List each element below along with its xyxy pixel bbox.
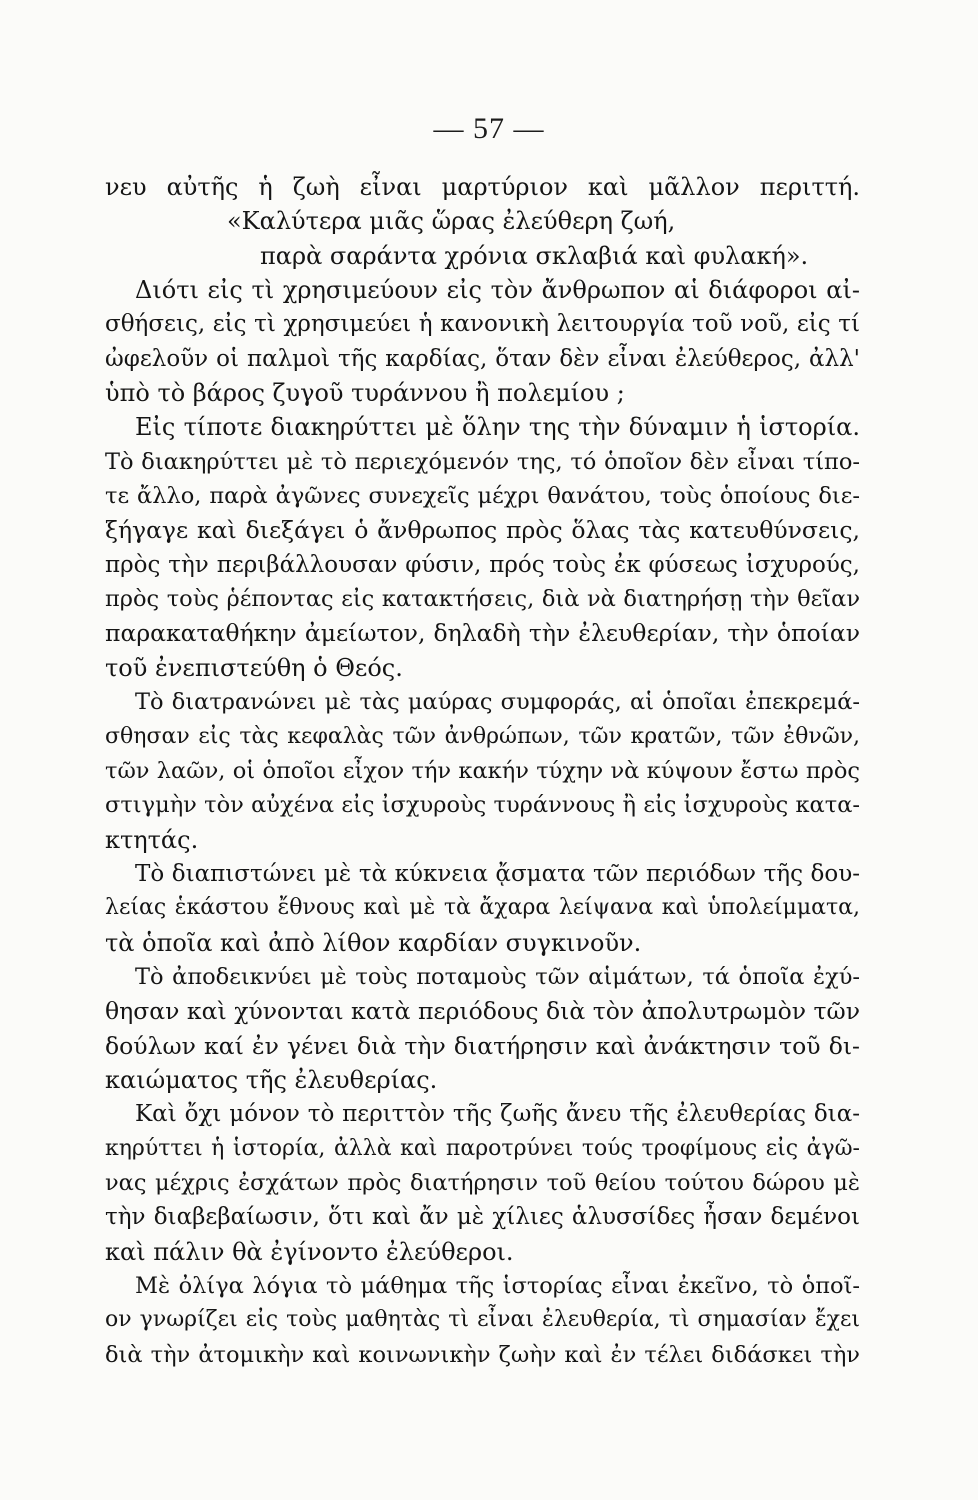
- verse-line: παρὰ σαράντα χρόνια σκλαβιά καὶ φυλακή».: [260, 241, 809, 270]
- text-line: σθησαν εἰς τὰς κεφαλὰς τῶν ἀνθρώπων, τῶν κρατῶν, τῶν ἐθνῶν,: [105, 723, 860, 749]
- text-line: Εἰς τίποτε διακηρύττει μὲ ὅλην της τὴν δύναμιν ἡ ἱστορία.: [135, 413, 860, 442]
- text-line: Τὸ διακηρύττει μὲ τὸ περιεχόμενόν της, τό ὁποῖον δὲν εἶναι τίπο-: [105, 448, 860, 475]
- text-line: καὶ πάλιν θὰ ἐγίνοντο ἐλεύθεροι.: [105, 1237, 514, 1266]
- text-line: Τὸ διαπιστώνει μὲ τὰ κύκνεια ᾄσματα τῶν περιόδων τῆς δου-: [135, 860, 860, 887]
- text-line: ὑπὸ τὸ βάρος ζυγοῦ τυράννου ἢ πολεμίου ;: [105, 379, 625, 408]
- page-number: — 57 —: [433, 112, 545, 145]
- text-line: σθήσεις, εἰς τὶ χρησιμεύει ἡ κανονικὴ λειτουργία τοῦ νοῦ, εἰς τί: [105, 311, 860, 338]
- text-line: πρὸς τοὺς ῥέποντας εἰς κατακτήσεις, διὰ νὰ διατηρήσῃ τὴν θεῖαν: [105, 586, 860, 613]
- text-line: τοῦ ἐνεπιστεύθη ὁ Θεός.: [105, 653, 403, 682]
- text-line: κτητάς.: [105, 825, 199, 854]
- verse-line: «Καλύτερα μιᾶς ὥρας ἐλεύθερη ζωή,: [227, 207, 676, 236]
- text-line: Διότι εἰς τὶ χρησιμεύουν εἰς τὸν ἄνθρωπον αἱ διάφοροι αἰ-: [135, 276, 860, 305]
- text-line: Τὸ διατρανώνει μὲ τὰς μαύρας συμφοράς, αἱ ὁποῖαι ἐπεκρεμά-: [135, 689, 860, 716]
- text-line: δούλων καί ἐν γένει διὰ τὴν διατήρησιν καὶ ἀνάκτησιν τοῦ δι-: [105, 1031, 860, 1060]
- text-line: ξήγαγε καὶ διεξάγει ὁ ἄνθρωπος πρὸς ὅλας τὰς κατευθύνσεις,: [105, 516, 860, 545]
- text-line: λείας ἑκάστου ἔθνους καὶ μὲ τὰ ἄχαρα λείψανα καὶ ὑπολείμματα,: [105, 895, 860, 921]
- text-line: Μὲ ὀλίγα λόγια τὸ μάθημα τῆς ἱστορίας εἶναι ἐκεῖνο, τὸ ὁποῖ-: [135, 1273, 860, 1299]
- text-line: τε ἄλλο, παρὰ ἀγῶνες συνεχεῖς μέχρι θανάτου, τοὺς ὁποίους διε-: [105, 483, 860, 510]
- text-line: διὰ τὴν ἀτομικὴν καὶ κοινωνικὴν ζωὴν καὶ ἐν τέλει διδάσκει τὴν: [105, 1341, 860, 1368]
- text-line: νας μέχρις ἐσχάτων πρὸς διατήρησιν τοῦ θείου τούτου δώρου μὲ: [105, 1169, 860, 1196]
- text-line: καιώματος τῆς ἐλευθερίας.: [105, 1065, 438, 1094]
- text-line: στιγμὴν τὸν αὐχένα εἰς ἰσχυροὺς τυράννους ἢ εἰς ἰσχυροὺς κατα-: [105, 792, 860, 819]
- text-line: θησαν καὶ χύνονται κατὰ περιόδους διὰ τὸν ἀπολυτρωμὸν τῶν: [105, 997, 860, 1026]
- text-line: τὰ ὁποῖα καὶ ἀπὸ λίθον καρδίαν συγκινοῦν.: [105, 928, 642, 957]
- body-text: [105, 170, 860, 1372]
- text-line: Καὶ ὄχι μόνον τὸ περιττὸν τῆς ζωῆς ἄνευ τῆς ἐλευθερίας δια-: [135, 1101, 860, 1128]
- text-line: ὠφελοῦν οἱ παλμοὶ τῆς καρδίας, ὅταν δὲν εἶναι ἐλεύθερος, ἀλλ': [105, 345, 860, 372]
- text-line: τῶν λαῶν, οἱ ὁποῖοι εἶχον τήν κακήν τύχην νὰ κύψουν ἔστω πρὸς: [105, 757, 860, 784]
- text-line: κηρύττει ἡ ἱστορία, ἀλλὰ καὶ παροτρύνει τούς τροφίμους εἰς ἀγῶ-: [105, 1135, 860, 1161]
- text-line: Τὸ ἀποδεικνύει μὲ τοὺς ποταμοὺς τῶν αἱμάτων, τά ὁποῖα ἐχύ-: [135, 963, 860, 990]
- text-line: τὴν διαβεβαίωσιν, ὅτι καὶ ἄν μὲ χίλιες ἁλυσσίδες ἦσαν δεμένοι: [105, 1204, 860, 1231]
- text-line: πρὸς τὴν περιβάλλουσαν φύσιν, πρός τοὺς ἐκ φύσεως ἰσχυρούς,: [105, 551, 860, 578]
- text-line: ον γνωρίζει εἰς τοὺς μαθητὰς τὶ εἶναι ἐλευθερία, τὶ σημασίαν ἔχει: [105, 1307, 860, 1333]
- text-line: παρακαταθήκην ἀμείωτον, δηλαδὴ τὴν ἐλευθερίαν, τὴν ὁποίαν: [105, 619, 860, 648]
- text-line: νευ αὐτῆς ἡ ζωὴ εἶναι μαρτύριον καὶ μᾶλλον περιττή.: [105, 173, 860, 201]
